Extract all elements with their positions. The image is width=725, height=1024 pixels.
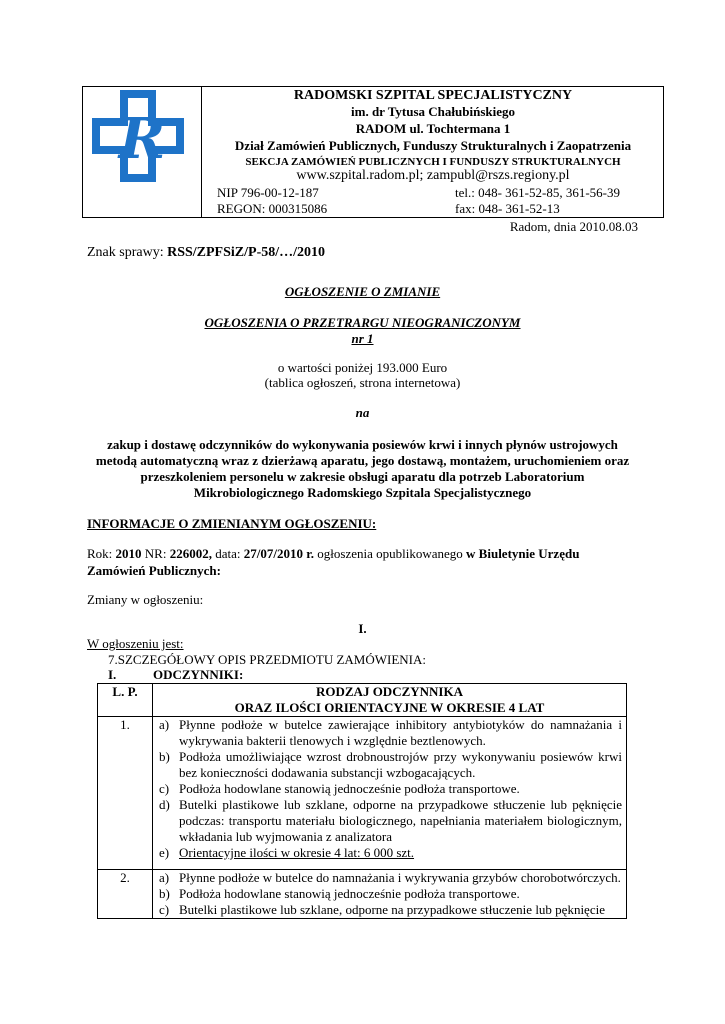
sub-number: I.	[108, 667, 117, 682]
department-name: Dział Zamówień Publicznych, Funduszy Strukturalnych i Zaopatrzenia	[234, 138, 632, 153]
logo-cell	[82, 86, 202, 218]
list-item: a) Płynne podłoże w butelce do namnażania i wykrywania grzybów chorobotwórczych.	[159, 870, 621, 885]
subject-line-1: zakup i dostawę odczynników do wykonywania posiewów krwi i innych płynów ustrojowych	[107, 437, 618, 452]
row-number: 2.	[98, 870, 153, 919]
fax: fax: 048- 361-52-13	[455, 201, 560, 216]
section-name: SEKCJA ZAMÓWIEŃ PUBLICZNYCH I FUNDUSZY STRUKTURALNYCH	[245, 156, 621, 168]
row-number: 1.	[98, 717, 153, 870]
list-item: a) Płynne podłoże w butelce zawierające inhibitory antybiotyków do namnażania i wykrywania bakterii tlenowych i względnie beztlenowych.	[159, 717, 622, 748]
row-content	[153, 717, 627, 870]
subject-line-4: Mikrobiologicznego Radomskiego Szpitala Specjalistycznego	[193, 485, 532, 500]
table-row	[98, 870, 627, 919]
hospital-address: RADOM ul. Tochtermana 1	[355, 121, 511, 136]
publication-info: Rok: 2010 NR: 226002, data: 27/07/2010 r. ogłoszenia opublikowanego w Biuletynie Urzędu Zamówień Publicznych:	[87, 546, 580, 578]
notice-number: nr 1	[351, 331, 374, 346]
list-item: c) Butelki plastikowe lub szklane, odporne na przypadkowe stłuczenie lub pęknięcie	[159, 902, 605, 917]
value-line-2: (tablica ogłoszeń, strona internetowa)	[264, 375, 461, 390]
section-7-label: 7.SZCZEGÓŁOWY OPIS PRZEDMIOTU ZAMÓWIENIA:	[108, 652, 426, 667]
nip: NIP 796-00-12-187	[217, 185, 319, 200]
col-type-header: RODZAJ ODCZYNNIKA ORAZ ILOŚCI ORIENTACYJNE W OKRESIE 4 LAT	[153, 684, 627, 717]
list-item: b) Podłoża umożliwiające wzrost drobnoustrojów przy wykonywaniu posiewów krwi bez konieczności dodawania substancji wzbogacających.	[159, 749, 622, 780]
row-content	[153, 870, 627, 919]
case-number: RSS/ZPFSiZ/P-58/…/2010	[167, 245, 326, 260]
changes-label: Zmiany w ogłoszeniu:	[87, 592, 204, 607]
case-reference	[87, 245, 325, 261]
roman-numeral: I.	[358, 621, 367, 636]
sub-title: ODCZYNNIKI:	[153, 667, 244, 682]
subject-line-3: przeszkoleniem personelu w zakresie obsługi aparatu dla potrzeb Laboratorium	[140, 469, 585, 484]
list-item: e) Orientacyjne ilości w okresie 4 lat: 6 000 szt.	[159, 845, 415, 860]
notice-title: OGŁOSZENIE O ZMIANIE	[284, 284, 441, 299]
info-heading: INFORMACJE O ZMIENIANYM OGŁOSZENIU:	[87, 516, 377, 531]
na-label: na	[355, 405, 370, 420]
hospital-name: RADOMSKI SZPITAL SPECJALISTYCZNY	[293, 88, 573, 103]
subject-line-2: metodą automatyczną wraz z dzierżawą aparatu, jego dostawą, montażem, uruchomieniem oraz	[95, 453, 630, 468]
list-item: c) Podłoża hodowlane stanowią jednocześnie podłoża transportowe.	[159, 781, 520, 796]
w-ogloszeniu-label: W ogłoszeniu jest:	[87, 636, 184, 651]
case-label: Znak sprawy:	[87, 245, 168, 260]
regon: REGON: 000315086	[217, 201, 328, 216]
table-row	[98, 717, 627, 870]
list-item: d) Butelki plastikowe lub szklane, odporne na przypadkowe stłuczenie lub pęknięcie podczas: transportu materiału biologicznego, napełniania materiałem biologicznym, wkładania lub wyjmowania z analizatora	[159, 797, 622, 844]
hospital-patron: im. dr Tytusa Chałubińskiego	[351, 104, 515, 119]
web-email[interactable]: www.szpital.radom.pl; zampubl@rszs.regiony.pl	[296, 168, 570, 183]
notice-subtitle: OGŁOSZENIA O PRZETRARGU NIEOGRANICZONYM	[204, 315, 521, 330]
reagents-table	[97, 683, 627, 919]
phone: tel.: 048- 361-52-85, 361-56-39	[455, 185, 621, 200]
logo-letter: R	[118, 106, 166, 172]
table-header-row	[98, 684, 627, 717]
list-item: b) Podłoża hodowlane stanowią jednocześnie podłoża transportowe.	[159, 886, 520, 901]
col-lp-header: L. P.	[98, 684, 153, 717]
hospital-logo-icon	[82, 86, 202, 218]
value-line-1: o wartości poniżej 193.000 Euro	[277, 360, 448, 375]
date-line: Radom, dnia 2010.08.03	[509, 219, 638, 234]
